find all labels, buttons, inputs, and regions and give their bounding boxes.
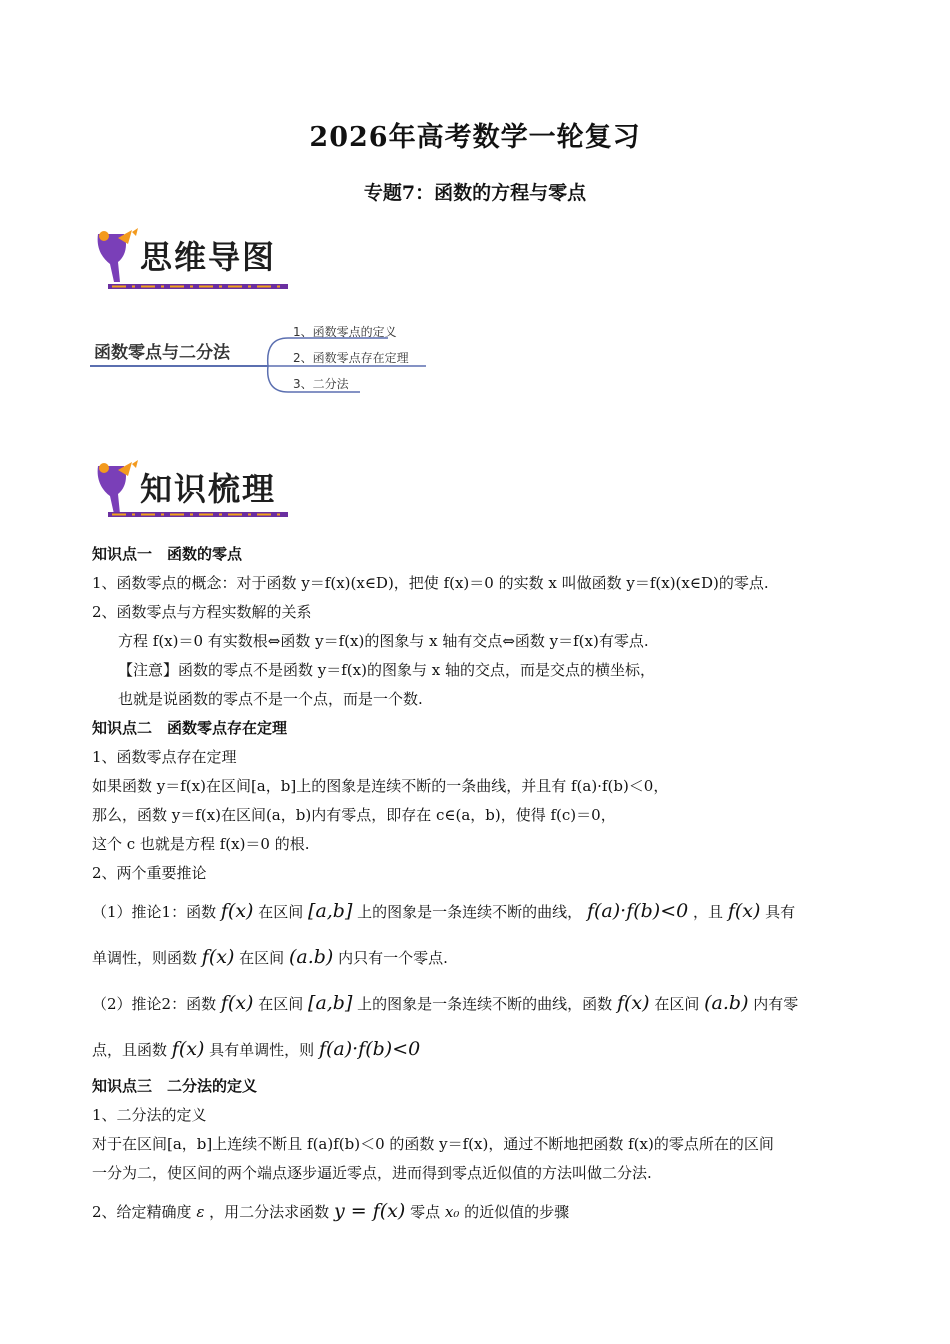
text-run: 点，且函数	[92, 1041, 168, 1059]
paragraph: 一分为二，使区间的两个端点逐步逼近零点，进而得到零点近似值的方法叫做二分法.	[92, 1164, 652, 1182]
text-run: 上的图象是一条连续不断的曲线，函数	[357, 995, 613, 1013]
mindmap-branch-2: 2、函数零点存在定理	[293, 351, 409, 365]
text-run: 的近似值的步骤	[464, 1203, 570, 1221]
formula-interval-open: (a.b)	[288, 946, 334, 968]
mindmap-banner-label: 思维导图	[140, 238, 277, 276]
text-run: ，用二分法求函数	[209, 1203, 330, 1221]
paragraph: 如果函数 y＝f(x)在区间[a，b]上的图象是连续不断的一条曲线，并且有 f(a)·f(b)＜0，	[92, 777, 669, 795]
paragraph: 对于在区间[a，b]上连续不断且 f(a)f(b)＜0 的函数 y＝f(x)，通过不断地把函数 f(x)的零点所在的区间	[92, 1135, 774, 1153]
text-run: 内有零	[753, 995, 799, 1013]
formula-fx: f(x)	[220, 992, 254, 1014]
note-paragraph: 【注意】函数的零点不是函数 y＝f(x)的图象与 x 轴的交点，而是交点的横坐标，	[118, 661, 655, 679]
text-run: 在区间	[258, 995, 304, 1013]
page-title: 2026年高考数学一轮复习	[309, 122, 641, 153]
text-run: 具有	[765, 903, 796, 921]
formula-yfx: y = f(x)	[333, 1200, 406, 1222]
text-run: 在区间	[258, 903, 304, 921]
corollary-2-line-1	[92, 980, 862, 1026]
text-run: 上的图象是一条连续不断的曲线，	[357, 903, 583, 921]
steps-intro-line	[92, 1188, 862, 1234]
text-run: 2、给定精确度	[92, 1203, 192, 1221]
mindmap	[88, 316, 448, 400]
formula-interval-open: (a.b)	[704, 992, 749, 1014]
formula-fx: f(x)	[171, 1038, 205, 1060]
formula-fafb: f(a)·f(b)<0	[318, 1038, 421, 1060]
knowledge-banner-label: 知识梳理	[140, 470, 277, 508]
section-heading-1: 知识点一 函数的零点	[92, 545, 243, 563]
paragraph: 2、两个重要推论	[92, 864, 207, 882]
formula-fx: f(x)	[727, 900, 761, 922]
mindmap-root: 函数零点与二分法	[94, 343, 230, 363]
text-run: 在区间	[654, 995, 700, 1013]
corollary-1-line-1	[92, 888, 862, 934]
formula-interval-closed: [a,b]	[308, 992, 353, 1014]
paragraph: 那么，函数 y＝f(x)在区间(a，b)内有零点，即存在 c∈(a，b)，使得 f(c)＝0，	[92, 806, 616, 824]
paragraph: 2、函数零点与方程实数解的关系	[92, 603, 312, 621]
page-subtitle: 专题7：函数的方程与零点	[363, 182, 587, 204]
formula-interval-closed: [a,b]	[308, 900, 353, 922]
document-body	[92, 540, 862, 1234]
text-run: 内只有一个零点.	[338, 949, 448, 967]
mindmap-banner	[88, 226, 298, 296]
formula-fx: f(x)	[220, 900, 254, 922]
paragraph: 这个 c 也就是方程 f(x)＝0 的根.	[92, 835, 310, 853]
paragraph: 也就是说函数的零点不是一个点，而是一个数.	[118, 690, 423, 708]
formula-x0: x₀	[444, 1203, 460, 1221]
formula-fx: f(x)	[616, 992, 650, 1014]
knowledge-banner	[88, 458, 298, 528]
corollary-2-line-2	[92, 1026, 862, 1072]
text-run: 在区间	[239, 949, 285, 967]
corollary-1-line-2	[92, 934, 862, 980]
paragraph: 1、函数零点存在定理	[92, 748, 237, 766]
paragraph: 1、二分法的定义	[92, 1106, 207, 1124]
text-run: 零点	[410, 1203, 441, 1221]
mindmap-branch-1: 1、函数零点的定义	[293, 325, 397, 339]
formula-fx: f(x)	[201, 946, 235, 968]
formula-epsilon: ε	[196, 1203, 205, 1221]
mindmap-branch-3: 3、二分法	[293, 377, 349, 391]
text-run: （1）推论1：函数	[92, 903, 217, 921]
text-run: 具有单调性，则	[209, 1041, 315, 1059]
formula-fafb: f(a)·f(b)<0	[586, 900, 689, 922]
paragraph: 方程 f(x)＝0 有实数根⇔函数 y＝f(x)的图象与 x 轴有交点⇔函数 y＝f(x)有零点.	[118, 632, 649, 650]
section-heading-3: 知识点三 二分法的定义	[92, 1077, 258, 1095]
text-run: ，且	[693, 903, 724, 921]
paragraph: 1、函数零点的概念：对于函数 y＝f(x)(x∈D)，把使 f(x)＝0 的实数 x 叫做函数 y＝f(x)(x∈D)的零点.	[92, 574, 769, 592]
section-heading-2: 知识点二 函数零点存在定理	[92, 719, 288, 737]
text-run: 单调性，则函数	[92, 949, 198, 967]
text-run: （2）推论2：函数	[92, 995, 217, 1013]
